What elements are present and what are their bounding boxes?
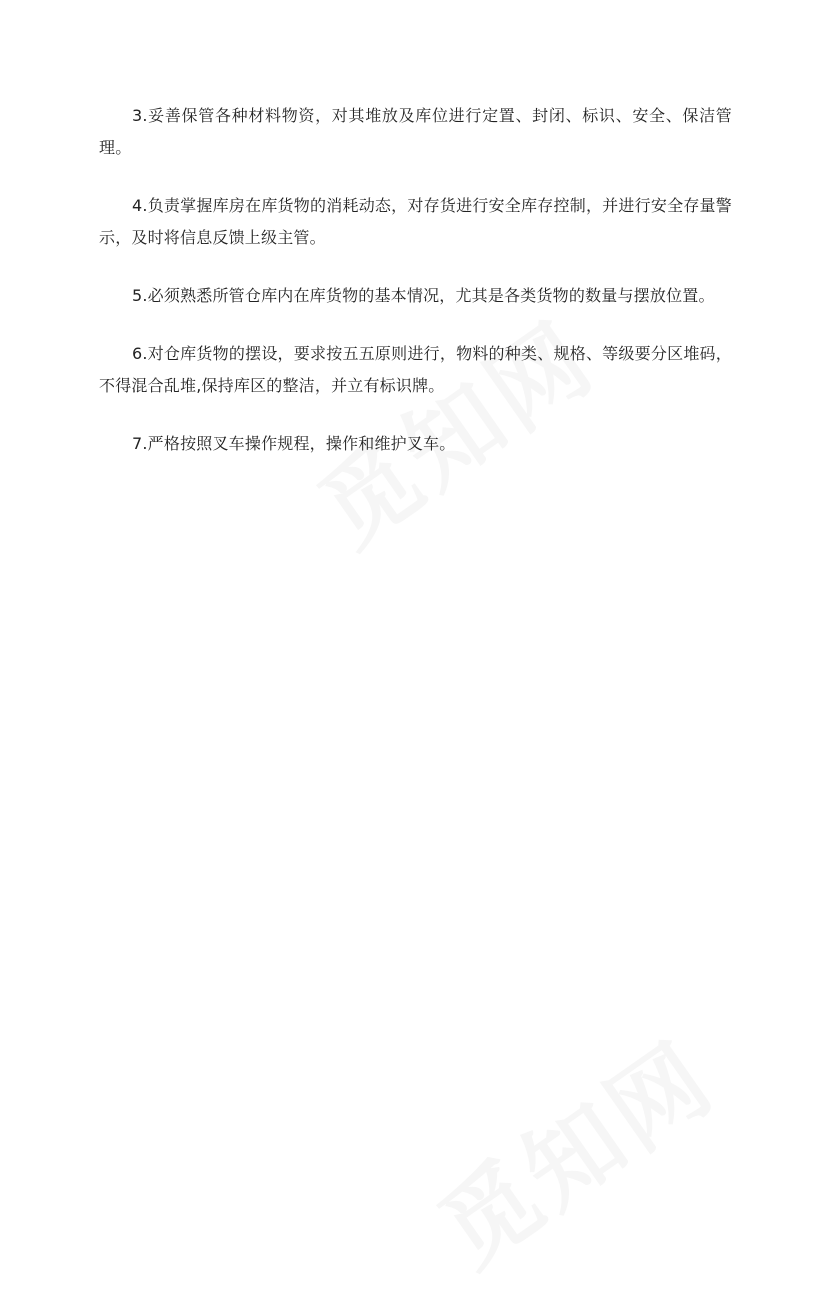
- paragraph-item-6: 6.对仓库货物的摆设，要求按五五原则进行，物料的种类、规格、等级要分区堆码，不得混合乱堆,保持库区的整洁，并立有标识牌。: [99, 344, 732, 395]
- paragraph-item-4: 4.负责掌握库房在库货物的消耗动态，对存货进行安全库存控制，并进行安全存量警示，及时将信息反馈上级主管。: [99, 196, 732, 247]
- paragraph-item-3: 3.妥善保管各种材料物资，对其堆放及库位进行定置、封闭、标识、安全、保洁管理。: [99, 106, 732, 157]
- paragraph-item-7: 7.严格按照叉车操作规程，操作和维护叉车。: [132, 434, 456, 453]
- document-body: [99, 100, 732, 486]
- watermark: [408, 1005, 737, 1292]
- paragraph-item-5: 5.必须熟悉所管仓库内在库货物的基本情况，尤其是各类货物的数量与摆放位置。: [132, 286, 715, 305]
